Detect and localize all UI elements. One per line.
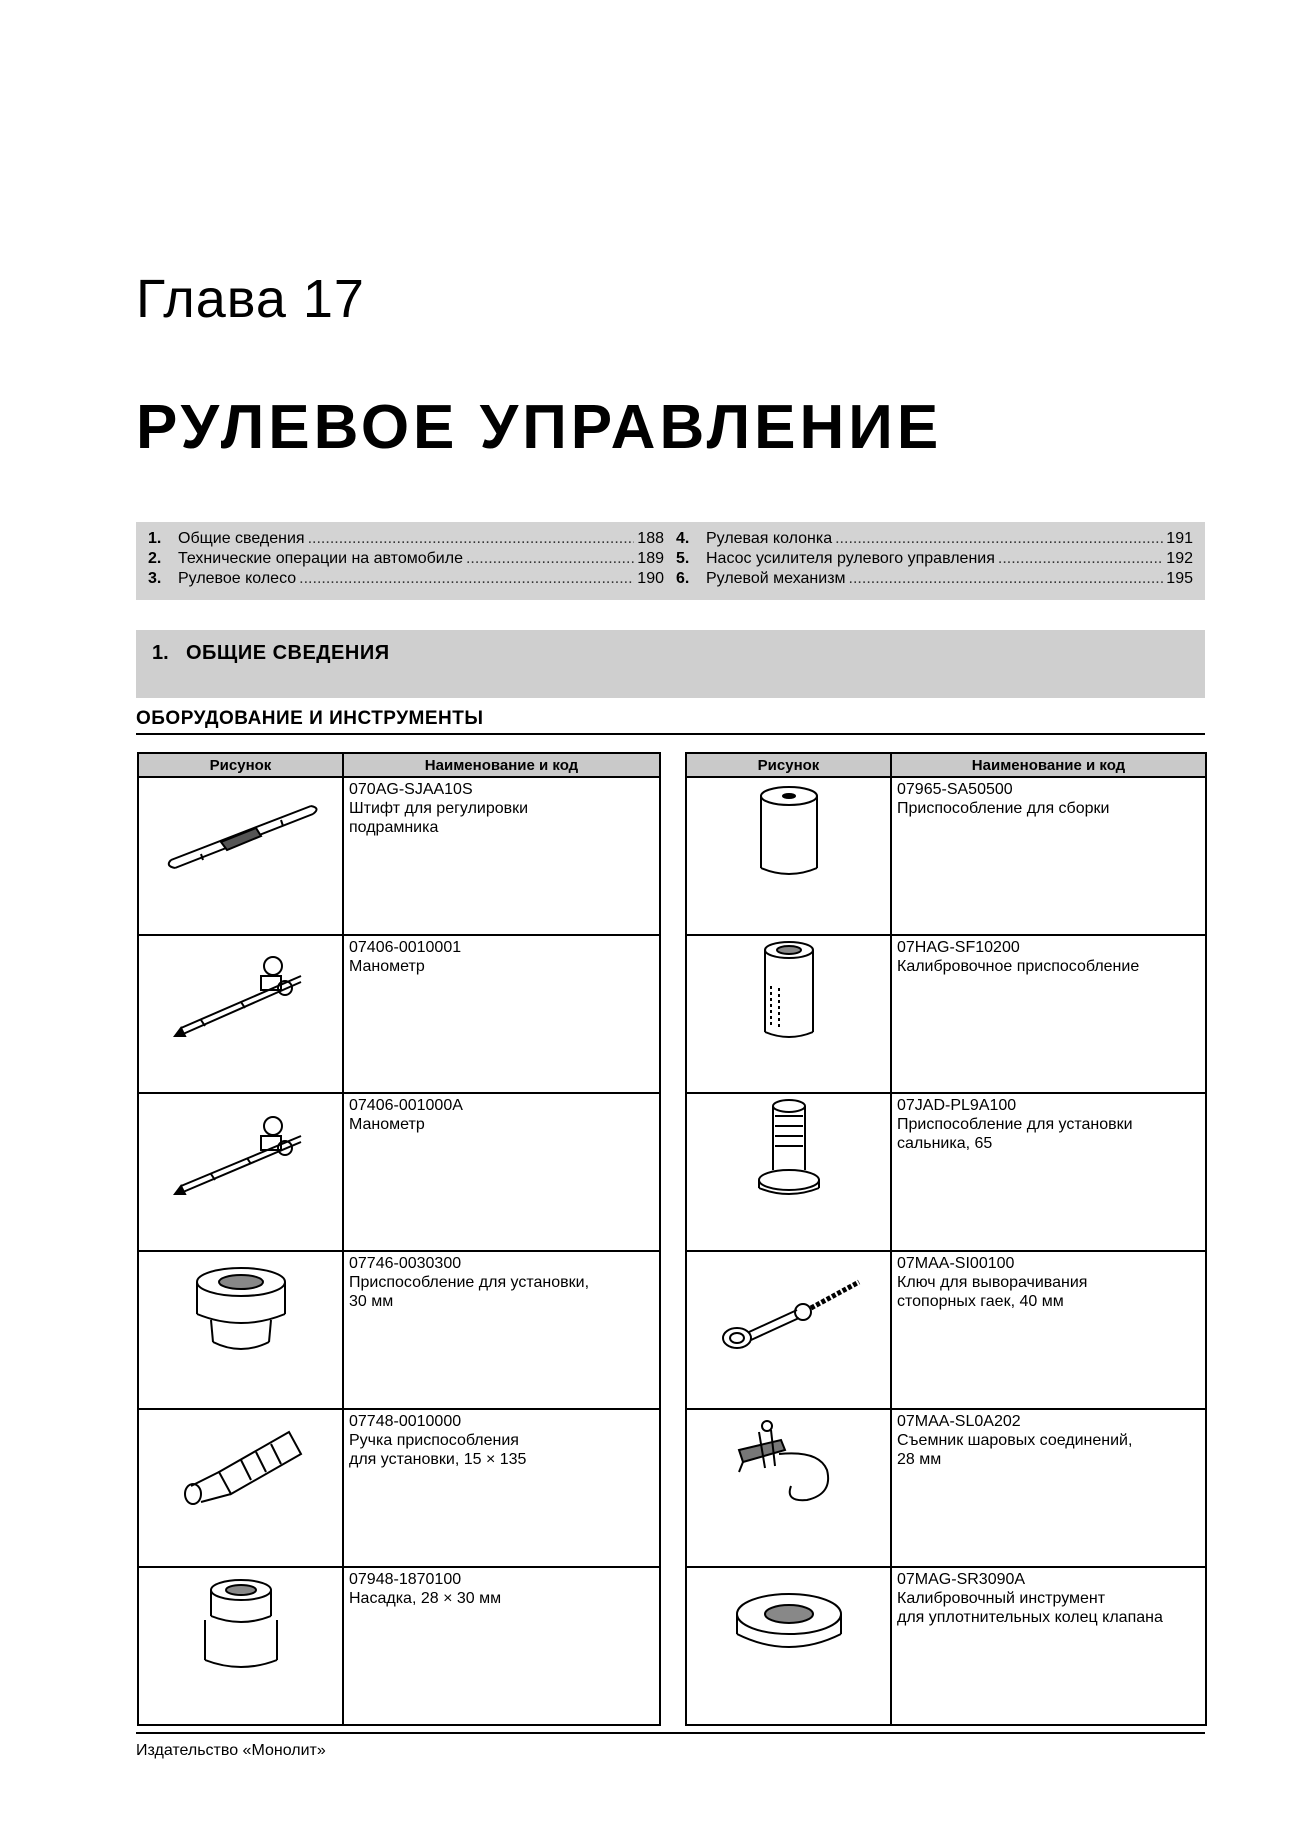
toc-entry-title: Общие сведения bbox=[178, 530, 305, 547]
tool-name: Калибровочное приспособление bbox=[897, 958, 1140, 975]
tool-picture-cell bbox=[686, 777, 891, 935]
table-header-row bbox=[686, 753, 1206, 777]
ball-joint-remover-icon bbox=[709, 1410, 869, 1520]
section-number: 1. bbox=[152, 642, 169, 664]
toc-leader-dots bbox=[835, 530, 1163, 548]
table-row bbox=[686, 777, 1206, 935]
seal-ring-sizing-tool-icon bbox=[709, 1568, 869, 1678]
tool-description-cell bbox=[343, 777, 660, 935]
tool-picture-cell bbox=[686, 1567, 891, 1725]
tool-description-cell bbox=[343, 1409, 660, 1567]
pressure-gauge-icon bbox=[161, 936, 321, 1046]
table-row bbox=[138, 1093, 660, 1251]
subsection-rule bbox=[136, 733, 1205, 735]
column-header-name: Наименование и код bbox=[343, 753, 660, 777]
tool-name: Приспособление для сборки bbox=[897, 800, 1110, 817]
toc-entry[interactable] bbox=[148, 550, 664, 570]
table-header-row bbox=[138, 753, 660, 777]
tool-description-cell bbox=[891, 1567, 1206, 1725]
tool-code: 07HAG-SF10200 bbox=[897, 939, 1020, 956]
tool-picture-cell bbox=[686, 935, 891, 1093]
toc-entry[interactable] bbox=[148, 530, 664, 550]
publisher-footer: Издательство «Монолит» bbox=[136, 1742, 326, 1759]
toc-entry-page: 189 bbox=[637, 550, 664, 567]
tool-picture-cell bbox=[138, 777, 343, 935]
calibration-tool-icon bbox=[709, 936, 869, 1046]
assembly-tool-icon bbox=[709, 778, 869, 888]
toc-entry[interactable] bbox=[676, 530, 1193, 550]
tool-description-cell bbox=[891, 1251, 1206, 1409]
pressure-gauge-icon bbox=[161, 1094, 321, 1204]
column-header-picture: Рисунок bbox=[686, 753, 891, 777]
toc-entry-title: Рулевой механизм bbox=[706, 570, 846, 587]
toc-entry-number: 1. bbox=[148, 530, 162, 547]
adjustment-pin-icon bbox=[161, 778, 321, 888]
tools-table-left bbox=[137, 752, 661, 1726]
subsection-heading: ОБОРУДОВАНИЕ И ИНСТРУМЕНТЫ bbox=[136, 708, 484, 729]
locknut-wrench-icon bbox=[709, 1252, 869, 1362]
table-of-contents bbox=[136, 522, 1205, 600]
tool-name: Манометр bbox=[349, 958, 425, 975]
tool-code: 07965-SA50500 bbox=[897, 781, 1013, 798]
chapter-title: РУЛЕВОЕ УПРАВЛЕНИЕ bbox=[136, 393, 943, 462]
tool-picture-cell bbox=[138, 1251, 343, 1409]
tool-description-cell bbox=[891, 1093, 1206, 1251]
toc-entry-page: 188 bbox=[637, 530, 664, 547]
toc-column-left bbox=[148, 530, 664, 590]
toc-entry-number: 2. bbox=[148, 550, 162, 567]
footer-rule bbox=[136, 1732, 1205, 1734]
toc-entry-title: Рулевое колесо bbox=[178, 570, 297, 587]
toc-leader-dots bbox=[849, 570, 1164, 588]
column-header-name: Наименование и код bbox=[891, 753, 1206, 777]
tool-code: 07406-0010001 bbox=[349, 939, 462, 956]
column-header-picture: Рисунок bbox=[138, 753, 343, 777]
tool-code: 070AG-SJAA10S bbox=[349, 781, 473, 798]
tool-name: Приспособление для установки, 30 мм bbox=[349, 1274, 590, 1310]
toc-entry-page: 191 bbox=[1166, 530, 1193, 547]
toc-entry[interactable] bbox=[676, 550, 1193, 570]
tool-picture-cell bbox=[138, 1093, 343, 1251]
toc-entry-title: Технические операции на автомобиле bbox=[178, 550, 463, 567]
tool-picture-cell bbox=[686, 1251, 891, 1409]
tool-name: Ручка приспособления для установки, 15 × 135 bbox=[349, 1432, 527, 1468]
toc-entry-number: 3. bbox=[148, 570, 162, 587]
toc-leader-dots bbox=[299, 570, 634, 588]
toc-entry-page: 192 bbox=[1166, 550, 1193, 567]
section-title: ОБЩИЕ СВЕДЕНИЯ bbox=[186, 642, 390, 664]
tool-code: 07748-0010000 bbox=[349, 1413, 462, 1430]
toc-entry[interactable] bbox=[148, 570, 664, 590]
tool-code: 07JAD-PL9A100 bbox=[897, 1097, 1017, 1114]
tool-description-cell bbox=[343, 935, 660, 1093]
tool-description-cell bbox=[891, 1409, 1206, 1567]
tool-code: 07746-0030300 bbox=[349, 1255, 462, 1272]
table-row bbox=[138, 1251, 660, 1409]
tool-description-cell bbox=[891, 777, 1206, 935]
toc-entry-title: Насос усилителя рулевого управления bbox=[706, 550, 995, 567]
table-row bbox=[686, 935, 1206, 1093]
toc-entry-page: 195 bbox=[1166, 570, 1193, 587]
toc-entry[interactable] bbox=[676, 570, 1193, 590]
toc-leader-dots bbox=[466, 550, 634, 568]
tool-code: 07MAG-SR3090A bbox=[897, 1571, 1026, 1588]
table-row bbox=[138, 1409, 660, 1567]
toc-column-right bbox=[676, 530, 1193, 590]
tool-description-cell bbox=[343, 1567, 660, 1725]
tool-code: 07406-001000A bbox=[349, 1097, 463, 1114]
table-row bbox=[138, 1567, 660, 1725]
tool-picture-cell bbox=[686, 1093, 891, 1251]
tool-name: Калибровочный инструмент для уплотнительных колец клапана bbox=[897, 1590, 1163, 1626]
tool-name: Съемник шаровых соединений, 28 мм bbox=[897, 1432, 1133, 1468]
tool-picture-cell bbox=[138, 935, 343, 1093]
tool-code: 07948-1870100 bbox=[349, 1571, 462, 1588]
tool-description-cell bbox=[343, 1093, 660, 1251]
tool-name: Приспособление для установки сальника, 65 bbox=[897, 1116, 1133, 1152]
tool-code: 07MAA-SI00100 bbox=[897, 1255, 1015, 1272]
table-row bbox=[138, 777, 660, 935]
toc-entry-page: 190 bbox=[637, 570, 664, 587]
toc-entry-number: 6. bbox=[676, 570, 690, 587]
tool-name: Штифт для регулировки подрамника bbox=[349, 800, 529, 836]
table-row bbox=[686, 1251, 1206, 1409]
tool-description-cell bbox=[891, 935, 1206, 1093]
tool-picture-cell bbox=[138, 1567, 343, 1725]
tool-picture-cell bbox=[686, 1409, 891, 1567]
table-row bbox=[138, 935, 660, 1093]
tool-code: 07MAA-SL0A202 bbox=[897, 1413, 1021, 1430]
tool-name: Ключ для выворачивания стопорных гаек, 40 мм bbox=[897, 1274, 1088, 1310]
attachment-sleeve-icon bbox=[161, 1568, 321, 1678]
chapter-label: Глава 17 bbox=[136, 269, 365, 329]
table-row bbox=[686, 1093, 1206, 1251]
toc-entry-title: Рулевая колонка bbox=[706, 530, 833, 547]
table-row bbox=[686, 1567, 1206, 1725]
toc-entry-number: 4. bbox=[676, 530, 690, 547]
tools-table-right bbox=[685, 752, 1207, 1726]
tool-description-cell bbox=[343, 1251, 660, 1409]
driver-handle-icon bbox=[161, 1410, 321, 1520]
table-row bbox=[686, 1409, 1206, 1567]
toc-leader-dots bbox=[308, 530, 635, 548]
section-heading-bar bbox=[136, 630, 1205, 698]
tool-name: Насадка, 28 × 30 мм bbox=[349, 1590, 502, 1607]
seal-installer-icon bbox=[709, 1094, 869, 1204]
installer-attachment-icon bbox=[161, 1252, 321, 1362]
toc-entry-number: 5. bbox=[676, 550, 690, 567]
tool-name: Манометр bbox=[349, 1116, 425, 1133]
toc-leader-dots bbox=[998, 550, 1163, 568]
tool-picture-cell bbox=[138, 1409, 343, 1567]
